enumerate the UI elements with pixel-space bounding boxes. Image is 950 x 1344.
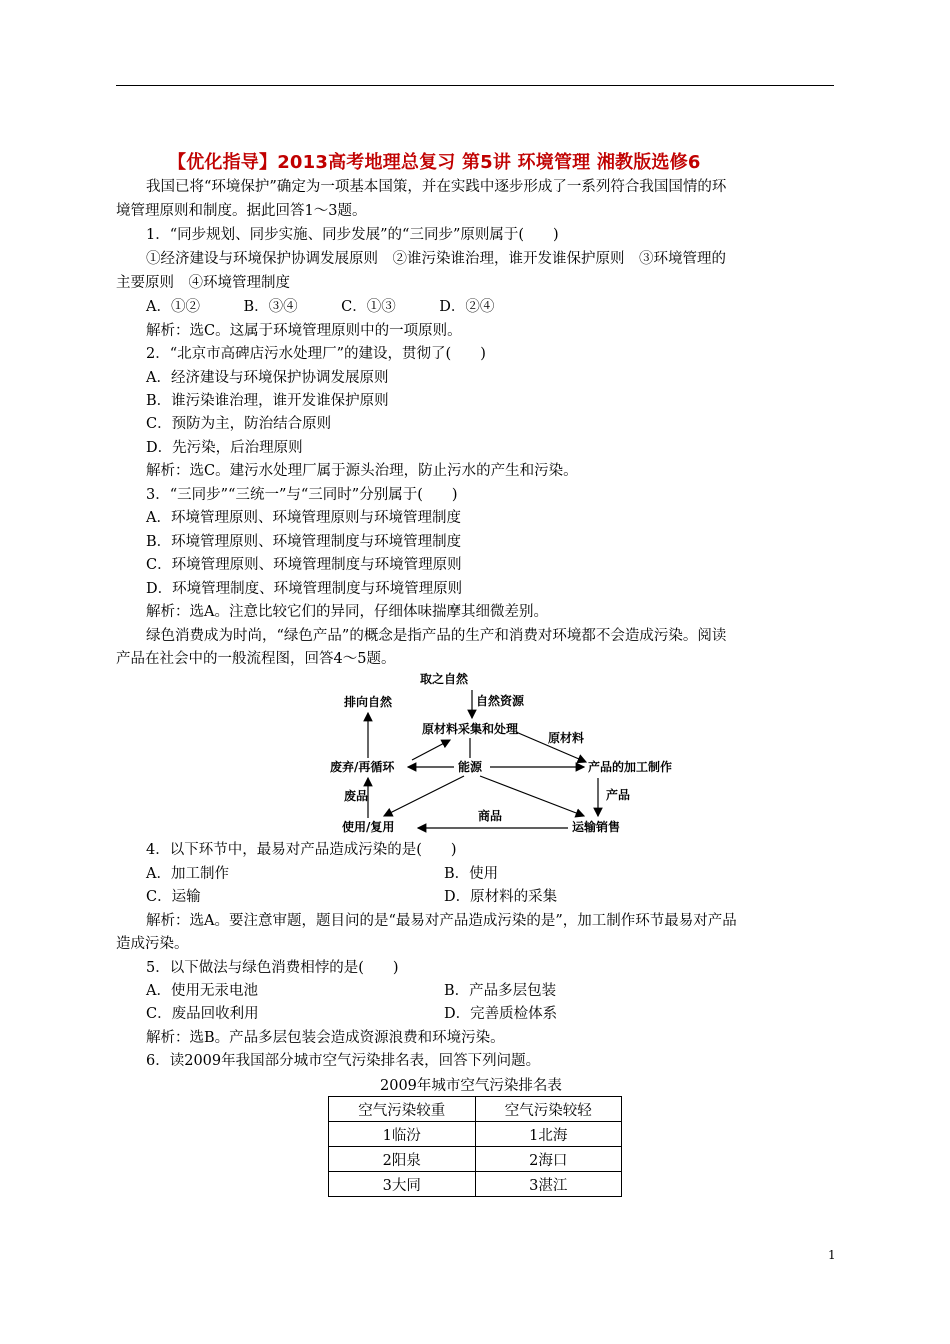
question-4-stem: 4．以下环节中，最易对产品造成污染的是( ) xyxy=(146,842,457,858)
question-3-stem: 3．“三同步”“三统一”与“三同时”分别属于( ) xyxy=(146,487,458,503)
table-cell: 1临汾 xyxy=(329,1122,476,1147)
table-cell: 3湛江 xyxy=(475,1172,622,1197)
arrow-energy-to-use xyxy=(384,776,464,816)
intro-line: 境管理原则和制度。据此回答1～3题。 xyxy=(116,203,367,219)
question-3-option: A．环境管理原则、环境管理原则与环境管理制度 xyxy=(146,510,461,526)
question-6-stem: 6．读2009年我国部分城市空气污染排名表，回答下列问题。 xyxy=(146,1053,541,1069)
question-1-choices: A．①② B．③④ C．①③ D．②④ xyxy=(146,299,495,315)
question-5-answer: 解析：选B。产品多层包装会造成资源浪费和环境污染。 xyxy=(146,1030,505,1046)
intro-line: 我国已将“环境保护”确定为一项基本国策，并在实践中逐步形成了一系列符合我国国情的环 xyxy=(146,179,727,195)
question-5-option: A．使用无汞电池 xyxy=(146,983,258,999)
pollution-ranking-table xyxy=(328,1096,622,1197)
intro-line: 绿色消费成为时尚，“绿色产品”的概念是指产品的生产和消费对环境都不会造成污染。阅读 xyxy=(146,628,727,644)
question-4-option: B．使用 xyxy=(444,866,499,882)
page-number: 1 xyxy=(828,1248,836,1262)
question-4-option: D．原材料的采集 xyxy=(444,889,558,905)
table-caption: 2009年城市空气污染排名表 xyxy=(380,1078,562,1094)
question-2-stem: 2．“北京市高碑店污水处理厂”的建设，贯彻了( ) xyxy=(146,346,486,362)
node-product-manufacturing: 产品的加工制作 xyxy=(588,760,673,774)
table-row xyxy=(329,1172,622,1197)
table-header-cell: 空气污染较轻 xyxy=(475,1097,622,1122)
node-discard-recycle: 废弃/再循环 xyxy=(330,760,395,774)
question-2-option: D．先污染，后治理原则 xyxy=(146,440,303,456)
node-use-reuse: 使用/复用 xyxy=(342,820,395,834)
node-discharge-nature: 排向自然 xyxy=(344,695,393,709)
question-2-option: B．谁污染谁治理，谁开发谁保护原则 xyxy=(146,393,389,409)
intro-line: 产品在社会中的一般流程图，回答4～5题。 xyxy=(116,651,396,667)
label-goods: 商品 xyxy=(478,809,503,823)
question-2-option: C．预防为主，防治结合原则 xyxy=(146,416,332,432)
arrow-discard-to-raw xyxy=(412,740,450,760)
question-4-answer: 解析：选A。要注意审题，题目问的是“最易对产品造成污染的是”，加工制作环节最易对产品 xyxy=(146,913,737,929)
table-row xyxy=(329,1122,622,1147)
question-4-answer: 造成污染。 xyxy=(116,936,189,952)
label-waste: 废品 xyxy=(344,789,369,803)
label-raw-material: 原材料 xyxy=(548,731,585,745)
question-5-option: D．完善质检体系 xyxy=(444,1006,558,1022)
question-3-option: D．环境管理制度、环境管理制度与环境管理原则 xyxy=(146,581,463,597)
question-3-option: B．环境管理原则、环境管理制度与环境管理制度 xyxy=(146,534,462,550)
table-cell: 3大同 xyxy=(329,1172,476,1197)
node-energy: 能源 xyxy=(458,760,483,774)
node-take-nature: 取之自然 xyxy=(420,672,469,686)
question-3-option: C．环境管理原则、环境管理制度与环境管理原则 xyxy=(146,557,462,573)
question-3-answer: 解析：选A。注意比较它们的异同，仔细体味揣摩其细微差别。 xyxy=(146,604,548,620)
question-1-options: 主要原则 ④环境管理制度 xyxy=(116,275,290,291)
table-cell: 1北海 xyxy=(475,1122,622,1147)
table-header-row xyxy=(329,1097,622,1122)
question-1-options: ①经济建设与环境保护协调发展原则 ②谁污染谁治理，谁开发谁保护原则 ③环境管理的 xyxy=(146,251,726,267)
question-2-answer: 解析：选C。建污水处理厂属于源头治理，防止污水的产生和污染。 xyxy=(146,463,578,479)
product-flow-diagram xyxy=(316,668,673,838)
question-4-option: C．运输 xyxy=(146,889,201,905)
document-title: 【优化指导】2013高考地理总复习 第5讲 环境管理 湘教版选修6 xyxy=(168,152,701,173)
question-4-option: A．加工制作 xyxy=(146,866,229,882)
table-row xyxy=(329,1147,622,1172)
question-5-option: C．废品回收利用 xyxy=(146,1006,259,1022)
table-cell: 2阳泉 xyxy=(329,1147,476,1172)
question-1-stem: 1．“同步规划、同步实施、同步发展”的“三同步”原则属于( ) xyxy=(146,227,559,243)
node-raw-processing: 原材料采集和处理 xyxy=(422,722,519,736)
question-5-stem: 5．以下做法与绿色消费相悖的是( ) xyxy=(146,960,399,976)
node-natural-resources: 自然资源 xyxy=(476,694,525,708)
question-2-option: A．经济建设与环境保护协调发展原则 xyxy=(146,370,389,386)
table-header-cell: 空气污染较重 xyxy=(329,1097,476,1122)
label-product: 产品 xyxy=(606,788,631,802)
question-5-option: B．产品多层包装 xyxy=(444,983,557,999)
node-transport-sales: 运输销售 xyxy=(572,820,621,834)
header-rule xyxy=(116,85,834,86)
table-cell: 2海口 xyxy=(475,1147,622,1172)
question-1-answer: 解析：选C。这属于环境管理原则中的一项原则。 xyxy=(146,323,462,339)
